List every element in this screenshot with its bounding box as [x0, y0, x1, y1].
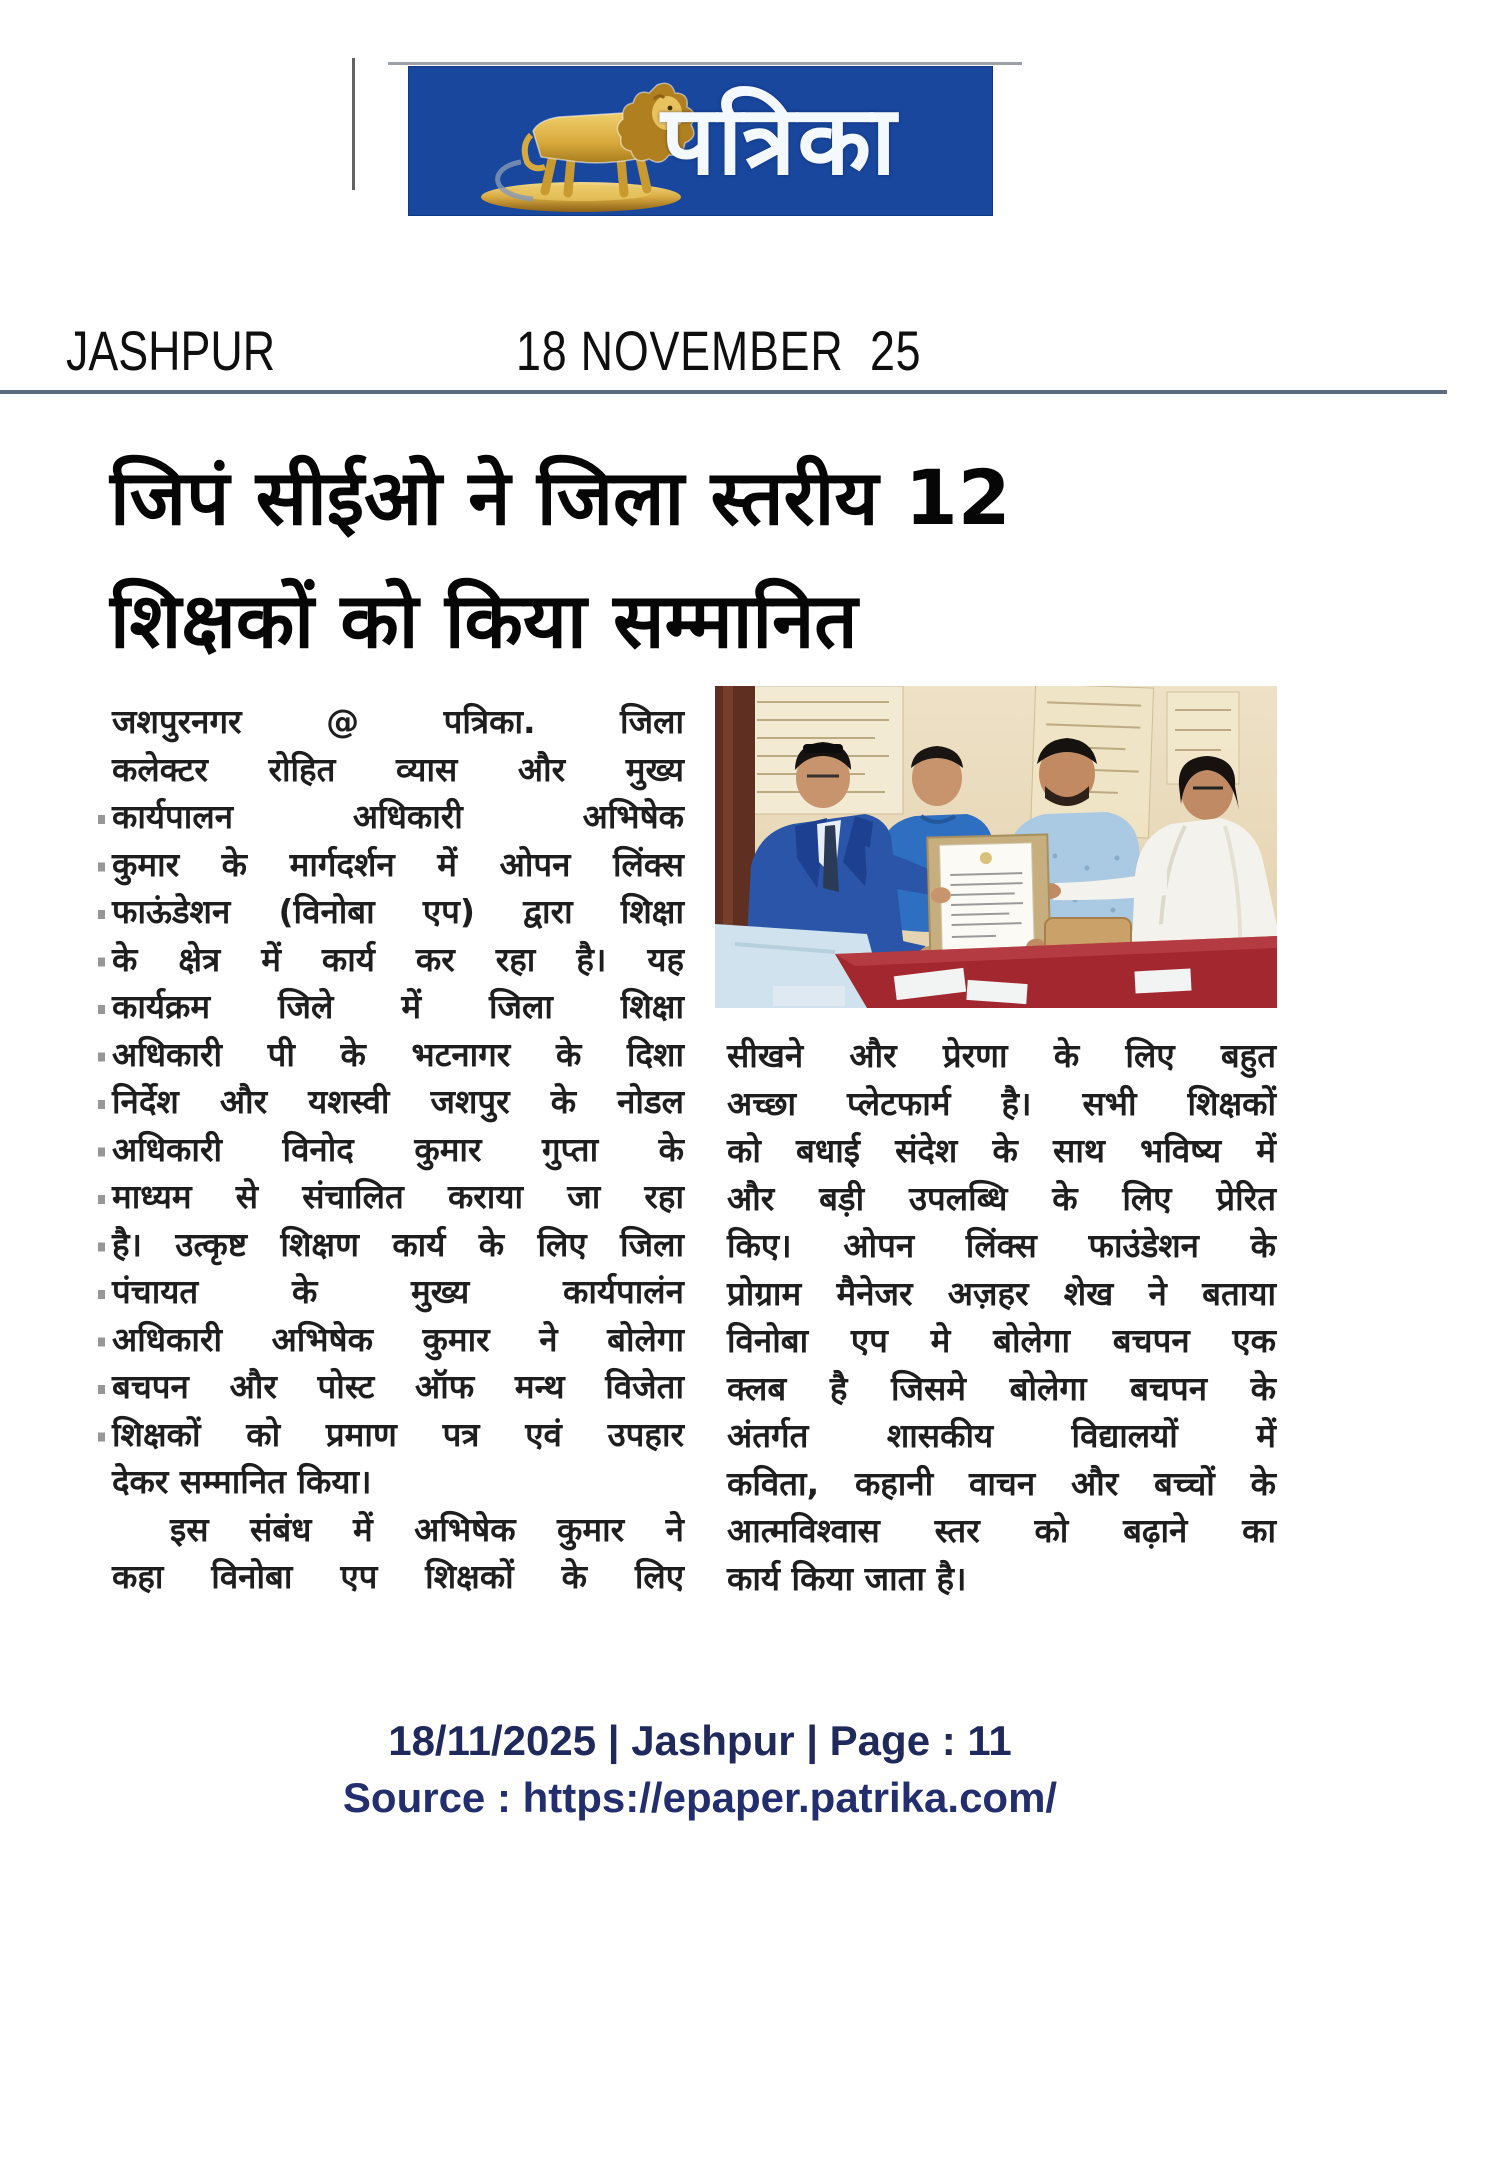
article-text-line: कविता, कहानी वाचन और बच्चों के: [727, 1463, 1276, 1503]
article-text-line: कलेक्टर रोहित व्यास और मुख्य: [112, 749, 684, 789]
article-text-line: कार्य किया जाता है।: [727, 1558, 967, 1598]
article-text-line: इस संबंध में अभिषेक कुमार ने: [170, 1509, 684, 1549]
article-headline: [110, 436, 1310, 682]
article-text-line: पंचायत के मुख्य कार्यपालंन: [112, 1272, 684, 1311]
brand-wordmark: पत्रिका: [661, 83, 898, 197]
article-text-line: जशपुरनगर @ पत्रिका. जिला: [112, 702, 684, 741]
article-text-line: कुमार के मार्गदर्शन में ओपन लिंक्स: [112, 844, 684, 884]
article-text-line: माध्यम से संचालित कराया जा रहा: [112, 1177, 684, 1216]
headline-line-2: शिक्षकों को किया सम्मानित: [110, 576, 858, 665]
headline-line-1: जिपं सीईओ ने जिला स्तरीय 12: [110, 453, 1011, 542]
edition-date: 18 NOVEMBER 25: [516, 319, 922, 382]
scan-artifact-tick: [352, 58, 355, 190]
masthead-top-rule: [388, 62, 1022, 65]
article-text-line: कार्यपालन अधिकारी अभिषेक: [112, 797, 684, 836]
header-divider: [0, 390, 1447, 394]
article-text-line: अधिकारी अभिषेक कुमार ने बोलेगा: [112, 1319, 684, 1359]
article-text-line: कहा विनोबा एप शिक्षकों के लिए: [112, 1557, 684, 1596]
article-text-line: अधिकारी पी के भटनागर के दिशा: [112, 1034, 684, 1074]
article-text-line: सीखने और प्रेरणा के लिए बहुत: [727, 1036, 1276, 1075]
article-text-line: है। उत्कृष्ट शिक्षण कार्य के लिए जिला: [112, 1224, 684, 1264]
article-text-line: निर्देश और यशस्वी जशपुर के नोडल: [112, 1082, 684, 1121]
article-text-line: अधिकारी विनोद कुमार गुप्ता के: [112, 1129, 684, 1169]
footer-date-page: 18/11/2025 | Jashpur | Page : 11: [388, 1717, 1012, 1764]
article-text-line: कार्यक्रम जिले में जिला शिक्षा: [112, 987, 684, 1026]
article-text-line: प्रोग्राम मैनेजर अज़हर शेख ने बताया: [727, 1273, 1276, 1313]
article-text-line: अच्छा प्लेटफार्म है। सभी शिक्षकों: [727, 1083, 1276, 1123]
article-text-line: देकर सम्मानित किया।: [112, 1462, 372, 1501]
article-text-line: फाऊंडेशन (विनोबा एप) द्वारा शिक्षा: [112, 892, 684, 931]
article-photo: [715, 686, 1277, 1008]
scan-edge-artifacts: [98, 815, 105, 1455]
patrika-logo: [408, 66, 993, 216]
clipping-footer: [250, 1712, 1150, 1826]
article-text-line: अंतर्गत शासकीय विद्यालयों में: [727, 1416, 1276, 1455]
article-text-line: शिक्षकों को प्रमाण पत्र एवं उपहार: [112, 1414, 684, 1454]
article-text-line: किए। ओपन लिंक्स फाउंडेशन के: [727, 1226, 1276, 1265]
article-text-line: और बड़ी उपलब्धि के लिए प्रेरित: [727, 1178, 1276, 1218]
article-column-2: [727, 1032, 1276, 1602]
footer-source-url: Source : https://epaper.patrika.com/: [342, 1774, 1058, 1821]
article-text-line: बचपन और पोस्ट ऑफ मन्थ विजेता: [112, 1367, 684, 1406]
article-column-1: [112, 698, 684, 1601]
edition-city: JASHPUR: [66, 319, 276, 382]
article-text-line: के क्षेत्र में कार्य कर रहा है। यह: [112, 939, 684, 979]
article-text-line: क्लब है जिसमे बोलेगा बचपन के: [727, 1368, 1276, 1408]
article-text-line: आत्मविश्वास स्तर को बढ़ाने का: [727, 1511, 1276, 1550]
article-text-line: विनोबा एप मे बोलेगा बचपन एक: [727, 1321, 1276, 1360]
article-text-line: को बधाई संदेश के साथ भविष्य में: [727, 1131, 1276, 1170]
